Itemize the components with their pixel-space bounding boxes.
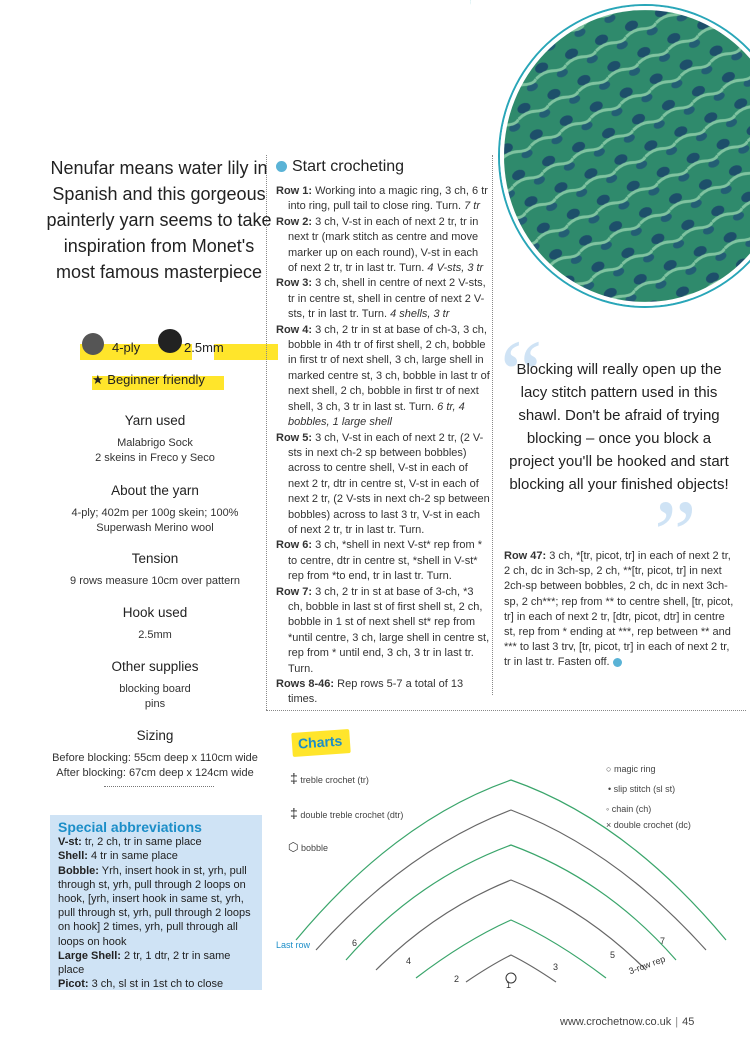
row-number: 3 <box>553 962 559 972</box>
legend-label: double crochet (dc) <box>613 820 691 830</box>
abbreviation-item <box>58 835 254 849</box>
abbreviation-text: Yrh, insert hook in st, yrh, pull through st, yrh, pull through 2 loops on hook, [yrh, insert hook in same st, yrh, pull through st, yrh, pull through 2 loops on hook] 2 times, yrh, pull through all loops on hook <box>58 864 251 948</box>
abbreviation-term: Shell: <box>58 850 88 863</box>
row-number: 6 <box>352 938 358 948</box>
row-label: Row 1: <box>276 185 313 197</box>
abbreviations-title: Special abbreviations <box>58 819 202 835</box>
row-note: 7 tr <box>464 200 480 213</box>
footer-url[interactable]: www.crochetnow.co.uk <box>560 1016 672 1028</box>
spec-value: 4-ply; 402m per 100g skein; 100% Superwash Merino wool <box>71 507 239 534</box>
legend-label: bobble <box>301 843 329 853</box>
spec-value: Malabrigo Sock 2 skeins in Freco y Seco <box>95 437 215 464</box>
pattern-row <box>276 184 490 215</box>
spec-heading: Other supplies <box>107 659 202 674</box>
shawl-photo-art <box>504 10 750 302</box>
hook-size: 2.5mm <box>184 340 224 355</box>
row-label: Row 3: <box>276 277 313 290</box>
spec-value: blocking board pins <box>119 683 191 710</box>
yarn-ball-icon <box>82 333 104 355</box>
spec-heading: Hook used <box>119 605 192 620</box>
page-footer <box>560 1016 694 1028</box>
column-divider <box>492 155 493 695</box>
spec-hook-used <box>30 604 280 643</box>
open-quote-icon: “ <box>500 320 543 427</box>
pattern-row <box>276 585 490 677</box>
section-title-text: Start crocheting <box>292 158 405 175</box>
pattern-row-final <box>504 549 734 671</box>
repeat-label: 3-row rep <box>627 953 667 977</box>
meta-row <box>72 335 282 361</box>
spec-about-yarn <box>30 482 280 536</box>
divider <box>104 786 214 787</box>
row-number: 1 <box>506 980 512 990</box>
row-text: 3 ch, V-st in each of next 2 tr, (2 V-sts in next ch-2 sp between bobbles) across to centre shell, V-st in each of next 2 tr, dtr in centre st, V-st in each of next 2 tr, (2 V-sts in next ch-2 sp between bobbles) across to last 3 tr, V-st in each of next 2 tr, tr in last tr. Turn. <box>288 431 490 536</box>
row-label: Row 2: <box>276 215 313 228</box>
magic-ring-icon: ○ <box>606 764 612 774</box>
hook-gauge-icon <box>158 329 182 353</box>
skill-level-label: Beginner friendly <box>107 372 205 387</box>
shawl-photo <box>500 6 750 306</box>
intro-text: Nenufar means water lily in Spanish and this gorgeous painterly yarn seems to take inspiration from Monet's most famous masterpiece <box>46 158 272 282</box>
row-text: Rep rows 5-7 a total of 13 times. <box>288 678 464 706</box>
row-text: 3 ch, shell in centre of next 2 V-sts, tr in centre st, shell in centre of next 2 V-sts, tr in last tr. Turn. <box>288 277 486 321</box>
yarn-dot-icon <box>613 658 622 667</box>
row-text: 3 ch, 2 tr in st at base of ch-3, 3 ch, bobble in 4th tr of first shell, 2 ch, bobble in first tr of next shell, 3 ch, large shell in marked centre st, 3 ch, bobble in last tr of next shell, 2 ch, bobble in first tr of next shell, 3 ch, 3 tr in last st. Turn. <box>288 323 490 413</box>
footer-separator: | <box>675 1016 679 1028</box>
abbreviation-item <box>58 849 254 863</box>
charts-heading-text: Charts <box>297 732 343 752</box>
charts-heading <box>291 729 351 757</box>
spec-yarn-used <box>30 412 280 466</box>
abbreviation-term: V-st: <box>58 836 82 849</box>
slip-stitch-icon: • <box>608 784 612 794</box>
last-row-label: Last row <box>276 940 311 950</box>
row-text: 3 ch, 2 tr in st at base of 3-ch, *3 ch, bobble in last st of first shell st, 2 ch, bobble in 1 st of next shell st* rep from *until centre, 3 ch, large shell in centre st, rep from * until end, 3 ch, 3 tr in last tr. Turn. <box>288 585 490 675</box>
spec-value: 2.5mm <box>138 629 172 641</box>
row-label: Row 47: <box>504 550 547 562</box>
spec-heading: Tension <box>128 551 183 566</box>
section-title <box>276 158 404 176</box>
legend-label: slip stitch (sl st) <box>613 784 676 794</box>
abbreviation-item <box>58 864 254 949</box>
abbreviation-term: Picot: <box>58 978 89 991</box>
pattern-row <box>276 215 490 277</box>
close-quote-icon: ” <box>654 480 697 587</box>
row-number: 7 <box>660 936 666 946</box>
row-number: 2 <box>454 974 460 984</box>
legend-label: treble crochet (tr) <box>300 775 369 785</box>
star-icon: ★ <box>92 372 104 387</box>
spec-heading: About the yarn <box>107 483 203 498</box>
pattern-row <box>276 431 490 539</box>
pattern-rows <box>276 184 490 708</box>
pattern-row <box>276 323 490 431</box>
row-label: Row 6: <box>276 539 313 552</box>
bobble-symbol-icon: ⬡ <box>288 840 299 854</box>
treble-symbol-icon: ‡ <box>290 770 298 786</box>
row-note: 4 V-sts, 3 tr <box>427 262 484 275</box>
row-text: 3 ch, *shell in next V-st* rep from * to centre, dtr in centre st, *shell in V-st* rep from *to end, tr in last tr. Turn. <box>288 539 483 583</box>
row-text: Working into a magic ring, 3 ch, 6 tr into ring, pull tail to close ring. Turn. <box>288 185 488 213</box>
spec-heading: Sizing <box>133 728 178 743</box>
skill-level <box>92 370 232 390</box>
legend-label: chain (ch) <box>611 804 652 814</box>
spec-value: Before blocking: 55cm deep x 110cm wide After blocking: 67cm deep x 124cm wide <box>52 752 258 779</box>
pattern-row <box>276 538 490 584</box>
yarn-weight: 4-ply <box>112 340 141 355</box>
double-crochet-icon: × <box>606 820 612 830</box>
section-divider <box>266 710 746 711</box>
row-label: Row 7: <box>276 585 313 598</box>
spec-sizing <box>30 727 280 781</box>
abbreviation-term: Large Shell: <box>58 949 121 962</box>
abbreviation-item <box>58 977 254 991</box>
row-number: 4 <box>406 956 412 966</box>
column-divider <box>266 155 267 710</box>
row-label: Rows 8-46: <box>276 678 335 690</box>
row-note: 6 tr, 4 bobbles, 1 large shell <box>288 400 465 429</box>
abbreviation-text: 2 tr, 1 dtr, 2 tr in same place <box>58 949 231 977</box>
legend-label: double treble crochet (dtr) <box>300 810 404 820</box>
row-text: 3 ch, V-st in each of next 2 tr, tr in next tr (mark stitch as centre and move marker up on each round), V-st in each of next 2 tr, tr in last tr. Turn. <box>288 215 479 275</box>
pull-quote: Blocking will really open up the lacy stitch pattern used in this shawl. Don't be afraid of trying blocking – once you block a project you'll be hooked and start blocking all your finished objects! <box>509 361 729 493</box>
special-abbreviations-panel <box>50 815 262 990</box>
abbreviation-item <box>58 949 254 977</box>
chain-icon: ◦ <box>606 804 610 814</box>
spec-other-supplies <box>30 658 280 712</box>
pattern-row <box>276 276 490 322</box>
abbreviation-term: Bobble: <box>58 864 99 877</box>
row-label: Row 5: <box>276 431 313 444</box>
spec-tension <box>30 550 280 589</box>
spec-heading: Yarn used <box>121 413 190 428</box>
yarn-dot-icon <box>276 161 287 172</box>
legend-label: magic ring <box>613 764 656 774</box>
abbreviation-text: 4 tr in same place <box>87 850 178 863</box>
row-number: 5 <box>610 950 616 960</box>
row-text: 3 ch, *[tr, picot, tr] in each of next 2 tr, 2 ch, dc in 3ch-sp, 2 ch, **[tr, picot, tr] in next 2ch-sp between bobbles, 2 ch, dc in next 3ch-sp, 2 ch***; rep from ** to centre shell, [tr, picot, tr] in each of next 2 tr, [dtr, picot, dtr] in centre st, rep from * ending at ***, rep between ** and *** to last 3 trv, [tr, picot, tr] in each of next 2 tr, tr in last tr. Fasten off. <box>504 550 734 669</box>
spec-value: 9 rows measure 10cm over pattern <box>70 575 240 587</box>
abbreviation-text: 3 ch, sl st in 1st ch to close <box>88 978 224 991</box>
abbreviation-text: tr, 2 ch, tr in same place <box>81 836 202 849</box>
pattern-row <box>276 677 490 708</box>
row-note: 4 shells, 3 tr <box>390 308 450 321</box>
row-label: Row 4: <box>276 323 313 336</box>
page-number: 45 <box>682 1016 695 1028</box>
stitch-chart <box>276 760 746 990</box>
double-treble-symbol-icon: ‡ <box>290 805 298 821</box>
